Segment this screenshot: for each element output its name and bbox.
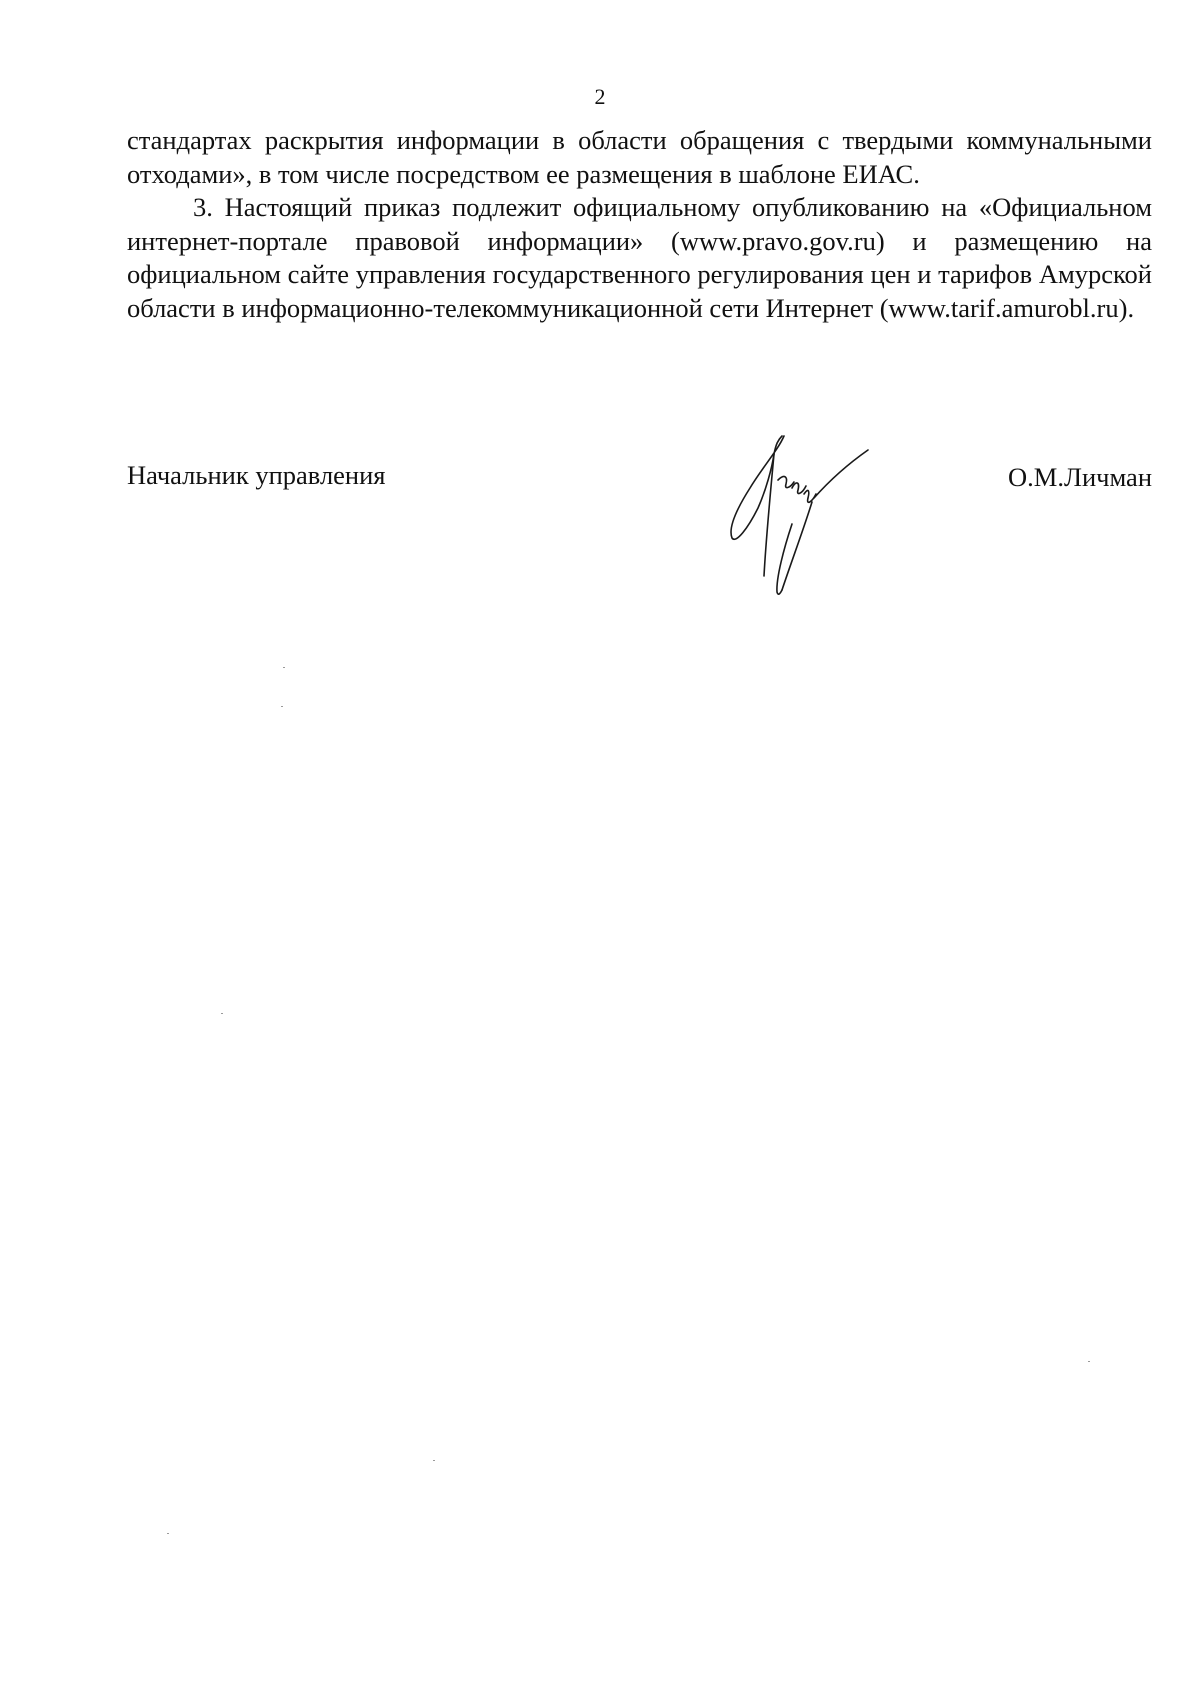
scan-speck xyxy=(283,667,285,668)
paragraph-item-3: 3. Настоящий приказ подлежит официальному опубликованию на «Официальном интернет-портале правовой информации» (www.pravo.gov.ru) и размещению на официальном сайте управления государственного регулирования цен и тарифов Амурской области в информационно-телекоммуникационной сети Интернет (www.tarif.amurobl.ru). xyxy=(127,192,1152,323)
document-body xyxy=(127,124,1152,325)
signer-name: О.М.Личман xyxy=(1008,462,1152,492)
signature-block xyxy=(127,448,1152,588)
scan-speck xyxy=(433,1460,435,1461)
signer-position: Начальник управления xyxy=(127,460,386,490)
handwritten-signature xyxy=(692,428,882,598)
paragraph-continuation: стандартах раскрытия информации в области обращения с твердыми коммунальными отходами», в том числе посредством ее размещения в шаблоне ЕИАС. xyxy=(127,125,1152,189)
scan-speck xyxy=(221,1013,223,1014)
scan-speck xyxy=(281,706,283,707)
scan-speck xyxy=(1088,1361,1090,1362)
scan-speck xyxy=(167,1533,169,1534)
page-number: 2 xyxy=(594,84,606,109)
